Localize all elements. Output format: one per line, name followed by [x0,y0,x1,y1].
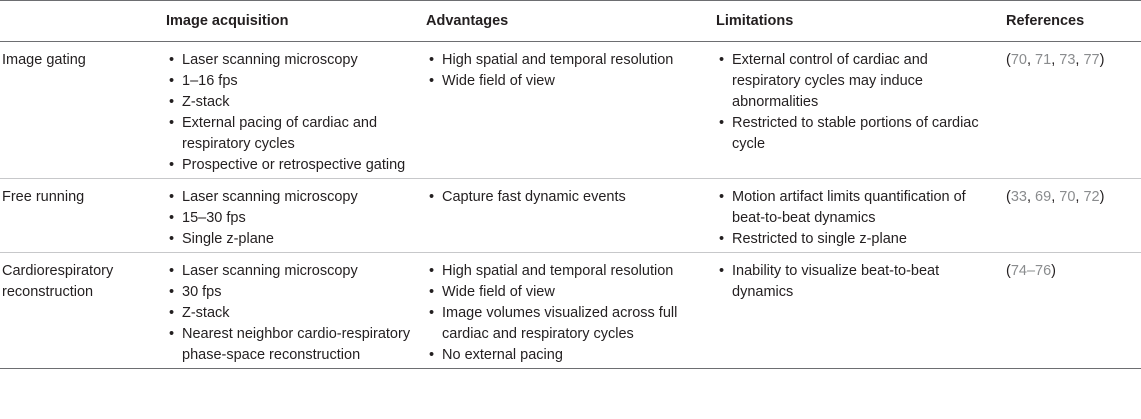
method-cell: Cardiorespiratory reconstruction [2,263,114,300]
method-cell: Free running [2,189,85,205]
list-item: • Inability to visualize beat-to-beat dynamics [716,261,1006,303]
table-row [0,42,1141,179]
acquisition-cell [166,42,426,179]
list-item: • High spatial and temporal resolution [426,50,716,71]
list-item: • Laser scanning microscopy [166,261,426,282]
header-row [0,1,1141,42]
table-body [0,42,1141,369]
advantages-cell [426,253,716,369]
acquisition-list [166,50,426,176]
list-item: • Restricted to single z-plane [716,229,1006,250]
advantages-list [426,187,716,208]
reference-link[interactable]: 77 [1083,52,1100,68]
acquisition-cell [166,179,426,253]
references-cell: (33, 69, 70, 72) [1006,189,1105,205]
list-item: • 15–30 fps [166,208,426,229]
references-cell: (70, 71, 73, 77) [1006,52,1105,68]
list-item: • High spatial and temporal resolution [426,261,716,282]
references-cell: (74–76) [1006,263,1057,279]
limitations-list [716,187,1006,250]
table-row [0,179,1141,253]
reference-link[interactable]: 70 [1010,52,1027,68]
list-item: • External pacing of cardiac and respiratory cycles [166,113,426,155]
advantages-list [426,261,716,366]
acquisition-list [166,187,426,250]
reference-link[interactable]: 74–76 [1010,263,1052,279]
acquisition-cell [166,253,426,369]
header-references: References [1006,13,1085,29]
list-item: • Motion artifact limits quantification of beat-to-beat dynamics [716,187,1006,229]
method-cell: Image gating [2,52,86,68]
list-item: • 1–16 fps [166,71,426,92]
header-limitations: Limitations [716,13,794,29]
limitations-list [716,50,1006,155]
list-item: • External control of cardiac and respiratory cycles may induce abnormalities [716,50,1006,113]
list-item: • Laser scanning microscopy [166,50,426,71]
header-method [0,1,166,42]
reference-link[interactable]: 33 [1010,189,1027,205]
reference-link[interactable]: 73 [1059,52,1076,68]
advantages-cell [426,42,716,179]
reference-link[interactable]: 69 [1035,189,1052,205]
reference-link[interactable]: 70 [1059,189,1076,205]
list-item: • Restricted to stable portions of cardiac cycle [716,113,1006,155]
acquisition-list [166,261,426,366]
advantages-cell [426,179,716,253]
list-item: • Prospective or retrospective gating [166,155,426,176]
list-item: • 30 fps [166,282,426,303]
list-item: • Z-stack [166,303,426,324]
list-item: • Wide field of view [426,282,716,303]
list-item: • Wide field of view [426,71,716,92]
list-item: • Capture fast dynamic events [426,187,716,208]
limitations-cell [716,179,1006,253]
advantages-list [426,50,716,92]
table-row [0,253,1141,369]
list-item: • Z-stack [166,92,426,113]
limitations-cell [716,253,1006,369]
list-item: • Single z-plane [166,229,426,250]
reference-link[interactable]: 71 [1035,52,1052,68]
header-image-acquisition: Image acquisition [166,13,289,29]
reference-link[interactable]: 72 [1083,189,1100,205]
header-advantages: Advantages [426,13,509,29]
limitations-cell [716,42,1006,179]
list-item: • Image volumes visualized across full cardiac and respiratory cycles [426,303,716,345]
list-item: • Laser scanning microscopy [166,187,426,208]
list-item: • Nearest neighbor cardio-respiratory phase-space reconstruction [166,324,426,366]
limitations-list [716,261,1006,303]
list-item: • No external pacing [426,345,716,366]
